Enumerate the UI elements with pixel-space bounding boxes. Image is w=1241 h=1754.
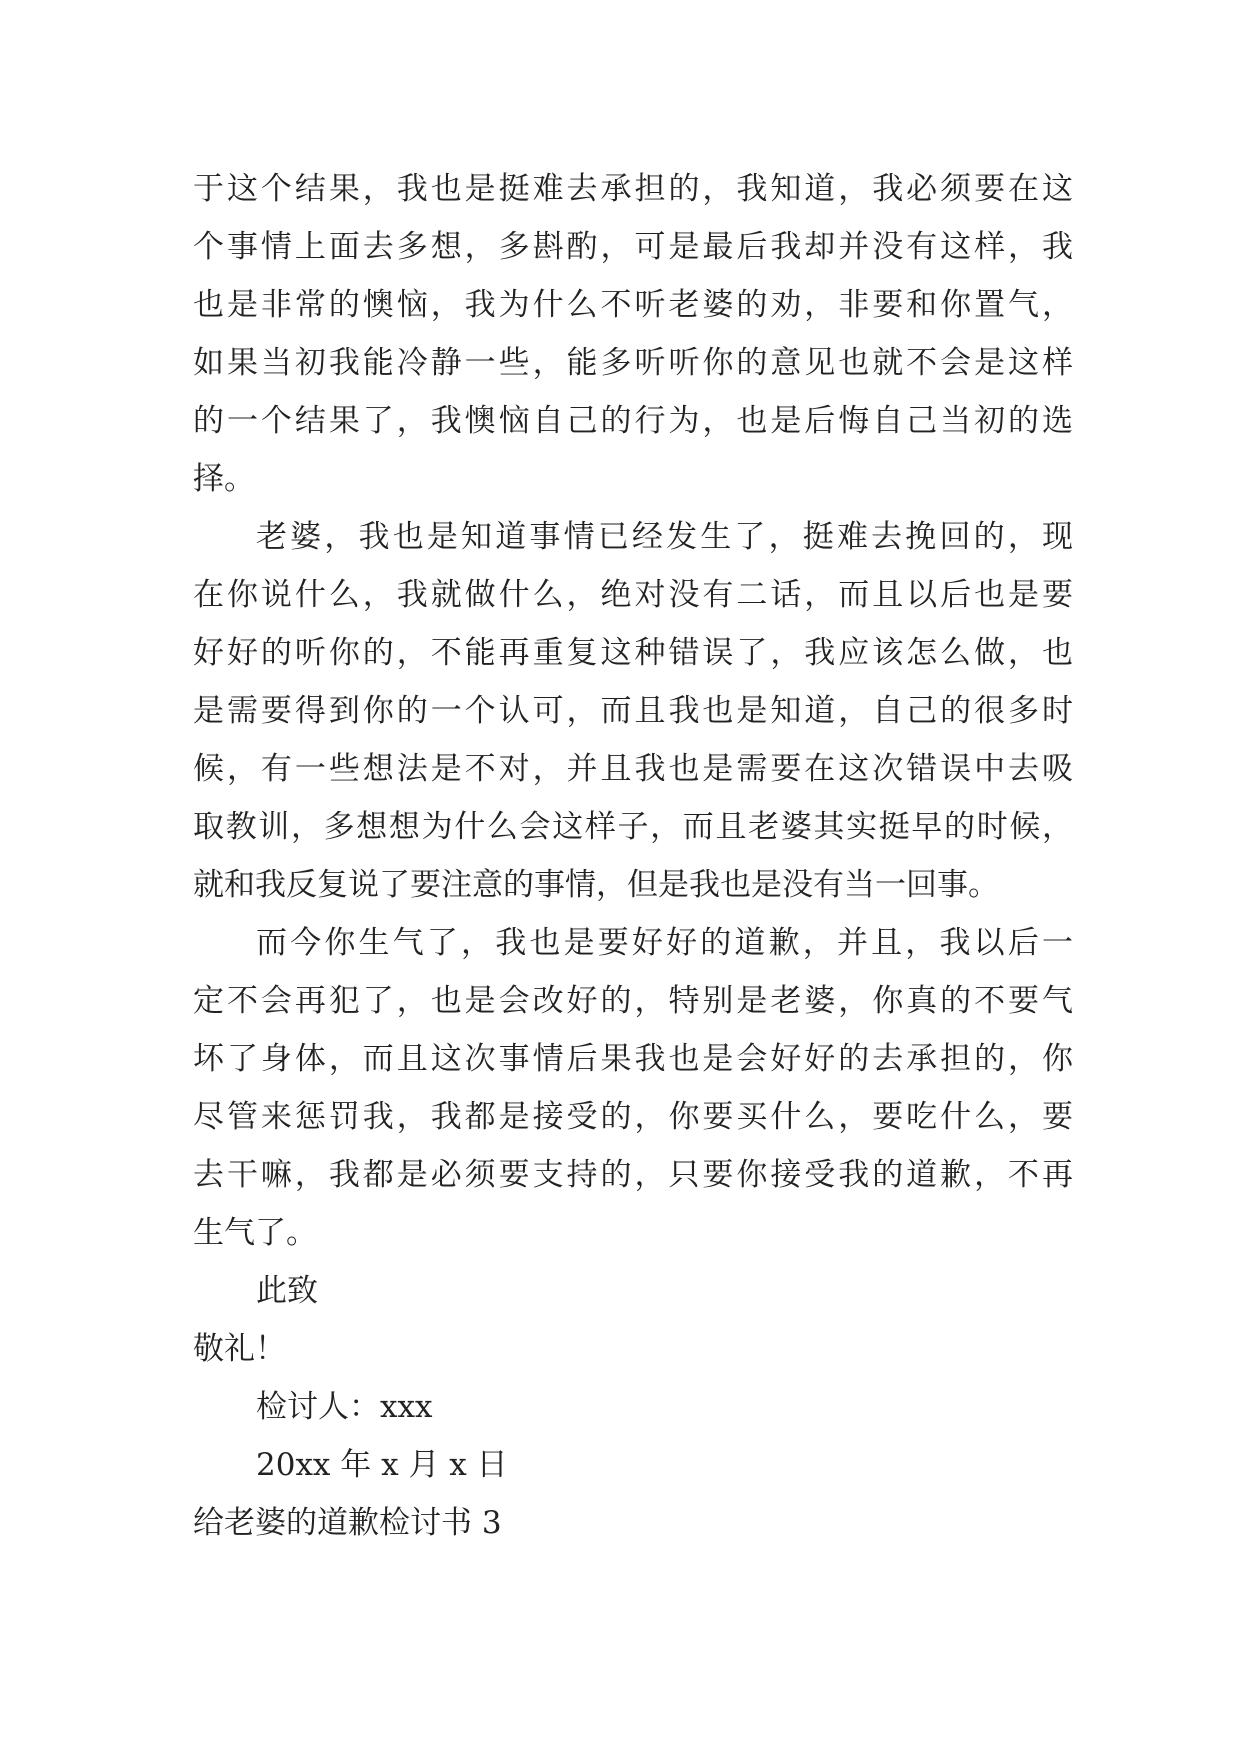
paragraph-2: [193, 508, 1073, 914]
text-line: 好好的听你的，不能再重复这种错误了，我应该怎么做，也: [193, 635, 1073, 671]
paragraph-1: [193, 160, 1073, 508]
text-line: 于这个结果，我也是挺难去承担的，我知道，我必须要在这: [193, 171, 1073, 207]
text-line: 坏了身体，而且这次事情后果我也是会好好的去承担的，你: [193, 1041, 1073, 1077]
text-line: 是需要得到你的一个认可，而且我也是知道，自己的很多时: [193, 693, 1073, 729]
date-line: 20xx 年 x 月 x 日: [256, 1447, 508, 1483]
text-line: 的一个结果了，我懊恼自己的行为，也是后悔自己当初的选: [193, 403, 1073, 439]
letter-body: [193, 160, 1073, 1552]
text-line: 取教训，多想想为什么会这样子，而且老婆其实挺早的时候，: [193, 809, 1073, 845]
text-line: 而今你生气了，我也是要好好的道歉，并且，我以后一: [256, 925, 1073, 961]
closing-block: [193, 1262, 1073, 1494]
text-line: 择。: [193, 461, 255, 497]
text-line: 如果当初我能冷静一些，能多听听你的意见也就不会是这样: [193, 345, 1073, 381]
paragraph-3: [193, 914, 1073, 1262]
text-line: 在你说什么，我就做什么，绝对没有二话，而且以后也是要: [193, 577, 1073, 613]
closing-salute: 敬礼！: [193, 1331, 286, 1367]
text-line: 也是非常的懊恼，我为什么不听老婆的劝，非要和你置气，: [193, 287, 1073, 323]
text-line: 定不会再犯了，也是会改好的，特别是老婆，你真的不要气: [193, 983, 1073, 1019]
text-line: 老婆，我也是知道事情已经发生了，挺难去挽回的，现: [256, 519, 1073, 555]
next-section-title: 给老婆的道歉检讨书 3: [193, 1505, 502, 1541]
text-line: 个事情上面去多想，多斟酌，可是最后我却并没有这样，我: [193, 229, 1073, 265]
text-line: 尽管来惩罚我，我都是接受的，你要买什么，要吃什么，要: [193, 1099, 1073, 1135]
signer-line: 检讨人：xxx: [256, 1389, 433, 1425]
text-line: 就和我反复说了要注意的事情，但是我也是没有当一回事。: [193, 867, 999, 903]
text-line: 去干嘛，我都是必须要支持的，只要你接受我的道歉，不再: [193, 1157, 1073, 1193]
text-line: 生气了。: [193, 1215, 317, 1251]
closing-greeting: 此致: [256, 1273, 318, 1309]
text-line: 候，有一些想法是不对，并且我也是需要在这次错误中去吸: [193, 751, 1073, 787]
